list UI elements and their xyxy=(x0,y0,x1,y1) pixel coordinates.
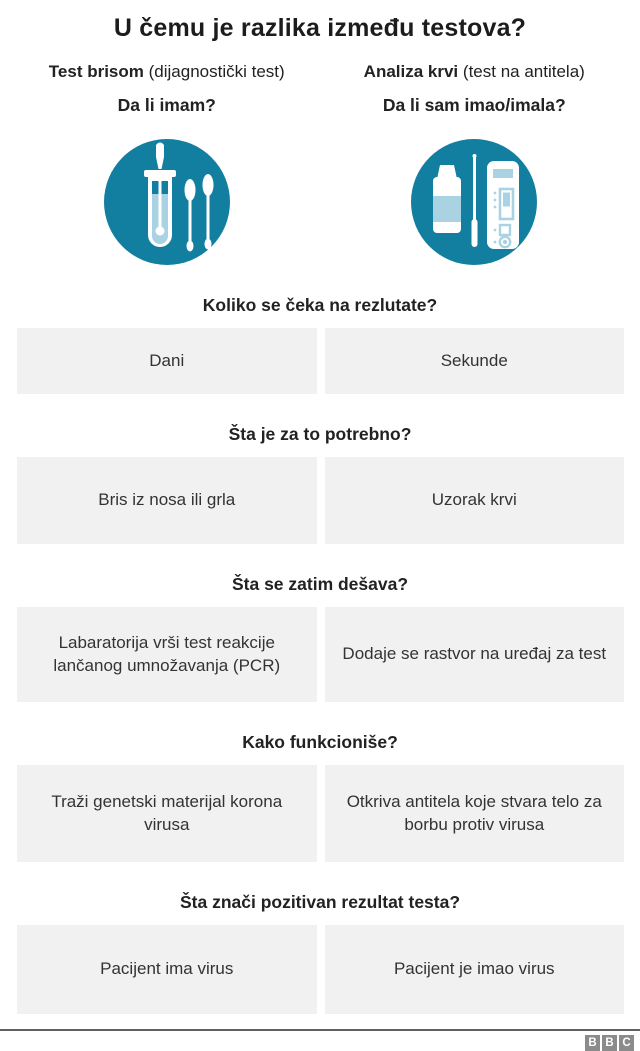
right-answer-cell: Dodaje se rastvor na uređaj za test xyxy=(325,607,625,702)
left-answer-cell: Labaratorija vrši test reakcije lančanog umnožavanja (PCR) xyxy=(17,607,317,702)
bbc-logo-block: B xyxy=(585,1035,600,1051)
right-icon-wrap xyxy=(325,139,625,265)
section-what-happens-next xyxy=(0,574,640,702)
icons-row xyxy=(17,139,624,265)
right-answer-cell: Uzorak krvi xyxy=(325,457,625,544)
section-row xyxy=(17,765,624,862)
right-answer-cell: Sekunde xyxy=(325,328,625,394)
blood-test-icon xyxy=(411,139,537,265)
left-icon-wrap xyxy=(17,139,317,265)
page-title: U čemu je razlika između testova? xyxy=(113,14,527,42)
left-column-header xyxy=(17,62,317,82)
section-results-wait xyxy=(0,295,640,394)
column-questions xyxy=(17,95,624,116)
section-what-is-needed xyxy=(0,424,640,544)
left-column-question: Da li imam? xyxy=(117,95,216,115)
right-answer-cell: Pacijent je imao virus xyxy=(325,925,625,1014)
right-column-question: Da li sam imao/imala? xyxy=(382,95,566,115)
section-row xyxy=(17,457,624,544)
column-headers xyxy=(17,62,624,82)
section-heading: Šta znači pozitivan rezultat testa? xyxy=(179,892,461,912)
left-answer-cell: Pacijent ima virus xyxy=(17,925,317,1014)
section-row xyxy=(17,925,624,1014)
bbc-logo-block: C xyxy=(619,1035,634,1051)
footer-divider xyxy=(0,1029,640,1031)
left-answer-cell: Bris iz nosa ili grla xyxy=(17,457,317,544)
swab-test-icon xyxy=(104,139,230,265)
right-column-name: Analiza krvi xyxy=(363,62,459,81)
right-column-header xyxy=(325,62,625,82)
section-heading: Kako funkcioniše? xyxy=(242,732,398,752)
bbc-logo-block: B xyxy=(602,1035,617,1051)
left-column-name: Test brisom xyxy=(48,62,144,81)
left-answer-cell: Traži genetski materijal korona virusa xyxy=(17,765,317,862)
left-column-subtitle: (dijagnostički test) xyxy=(148,62,285,81)
section-heading: Šta se zatim dešava? xyxy=(231,574,409,594)
bbc-logo xyxy=(0,1035,640,1051)
right-column-subtitle: (test na antitela) xyxy=(462,62,585,81)
section-how-it-works xyxy=(0,732,640,862)
section-row xyxy=(17,328,624,394)
section-row xyxy=(17,607,624,702)
right-answer-cell: Otkriva antitela koje stvara telo za borbu protiv virusa xyxy=(325,765,625,862)
section-positive-result xyxy=(0,892,640,1014)
section-heading: Šta je za to potrebno? xyxy=(228,424,412,444)
section-heading: Koliko se čeka na rezlutate? xyxy=(202,295,438,315)
left-answer-cell: Dani xyxy=(17,328,317,394)
